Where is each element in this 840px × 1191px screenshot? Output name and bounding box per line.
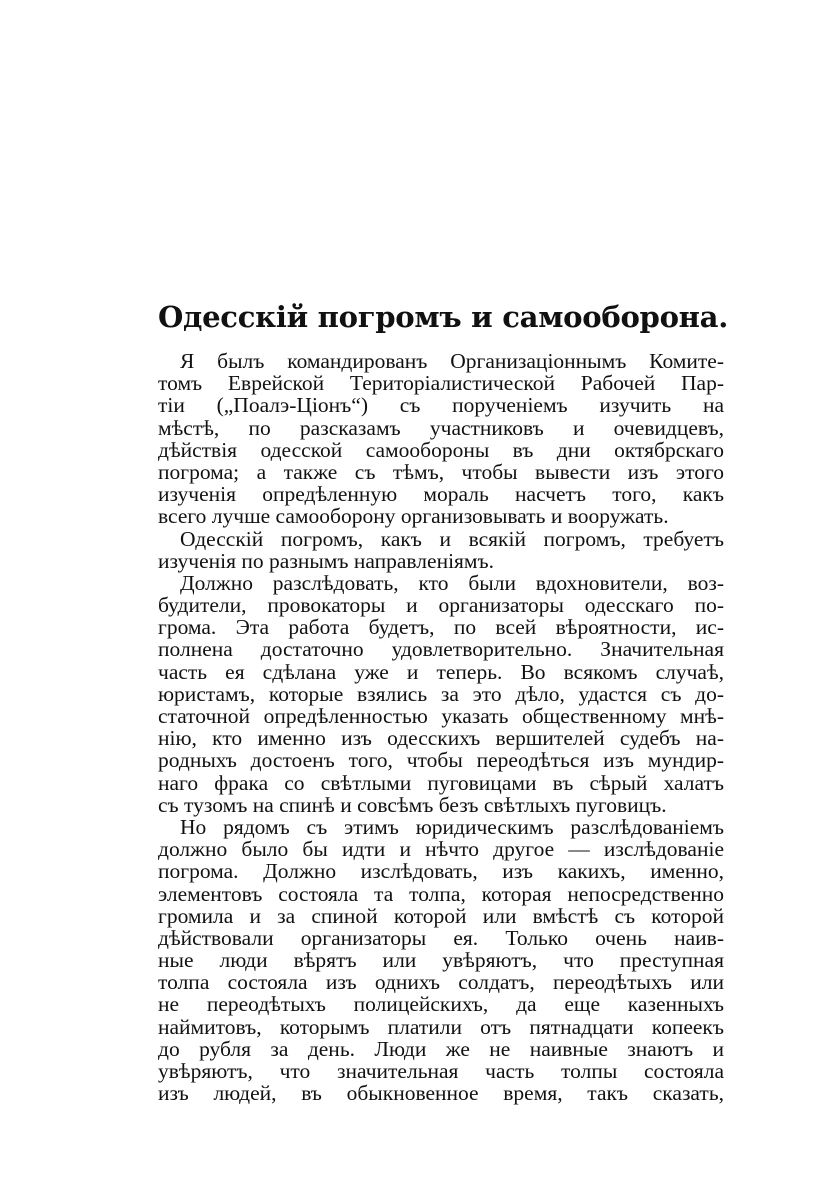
- text-line: часть ея сдѣлана уже и теперь. Во всякомъ случаѣ,: [158, 659, 724, 684]
- text-line: мѣстѣ, по разсказамъ участниковъ и очевидцевъ,: [158, 415, 724, 440]
- text-line: полнена достаточно удовлетворительно. Значительная: [158, 637, 724, 662]
- text-line: Должно разслѣдовать, кто были вдохновители, воз-: [180, 570, 724, 595]
- text-line: дѣйствія одесской самообороны въ дни октябрскаго: [158, 437, 724, 462]
- text-line: громила и за спиной которой или вмѣстѣ съ которой: [158, 903, 724, 928]
- text-line: увѣряютъ, что значительная часть толпы состояла: [158, 1059, 724, 1083]
- text-line: до рубля за день. Люди же не наивные знаютъ и: [158, 1036, 724, 1061]
- text-line: томъ Еврейской Територіалистической Рабочей Пар-: [158, 371, 724, 396]
- text-line: изъ людей, въ обыкновенное время, такъ сказать,: [158, 1081, 724, 1106]
- text-line: Я былъ командированъ Организаціоннымъ Комите-: [180, 349, 724, 373]
- text-line: всего лучше самооборону организовывать и вооружать.: [158, 504, 669, 529]
- text-line: погрома. Должно изслѣдовать, изъ какихъ, именно,: [158, 859, 724, 884]
- text-line: будители, провокаторы и организаторы одесскаго по-: [158, 593, 724, 618]
- text-line: наго фрака со свѣтлыми пуговицами въ сѣрый халатъ: [158, 770, 724, 795]
- text-line: погрома; а также съ тѣмъ, чтобы вывести изъ этого: [158, 459, 724, 484]
- text-line: съ тузомъ на спинѣ и совсѣмъ безъ свѣтлыхъ пуговицъ.: [158, 792, 667, 817]
- text-line: наймитовъ, которымъ платили отъ пятнадцати копеекъ: [158, 1014, 724, 1039]
- text-line: грома. Эта работа будетъ, по всей вѣроятности, ис-: [158, 615, 724, 640]
- text-line: толпа состояла изъ однихъ солдатъ, переодѣтыхъ или: [158, 970, 724, 995]
- text-line: родныхъ достоенъ того, чтобы переодѣться изъ мундир-: [158, 748, 724, 773]
- text-line: элементовъ состояла та толпа, которая непосредственно: [158, 881, 724, 906]
- body-text: [158, 350, 724, 1104]
- chapter-title: Одесскій погромъ и самооборона.: [158, 300, 729, 334]
- text-line: ные люди вѣрятъ или увѣряютъ, что преступная: [158, 948, 724, 973]
- text-line: статочной опредѣленностью указать общественному мнѣ-: [158, 704, 724, 728]
- text-line: изученія по разнымъ направленіямъ.: [158, 548, 495, 573]
- text-line: тіи („Поалэ-Ціонъ“) съ порученіемъ изучить на: [158, 393, 724, 418]
- text-line: должно было бы идти и нѣчто другое — изслѣдованіе: [158, 837, 724, 862]
- text-line: дѣйствовали организаторы ея. Только очень наив-: [158, 925, 724, 950]
- text-line: юристамъ, которые взялись за это дѣло, удастся съ до-: [158, 681, 724, 706]
- text-line: Одесскій погромъ, какъ и всякій погромъ, требуетъ: [180, 526, 724, 551]
- text-line: Но рядомъ съ этимъ юридическимъ разслѣдованіемъ: [180, 814, 724, 839]
- text-line: не переодѣтыхъ полицейскихъ, да еще казенныхъ: [158, 992, 724, 1017]
- text-line: нію, кто именно изъ одесскихъ вершителей судебъ на-: [158, 726, 724, 751]
- text-line: изученія опредѣленную мораль насчетъ того, какъ: [158, 482, 724, 507]
